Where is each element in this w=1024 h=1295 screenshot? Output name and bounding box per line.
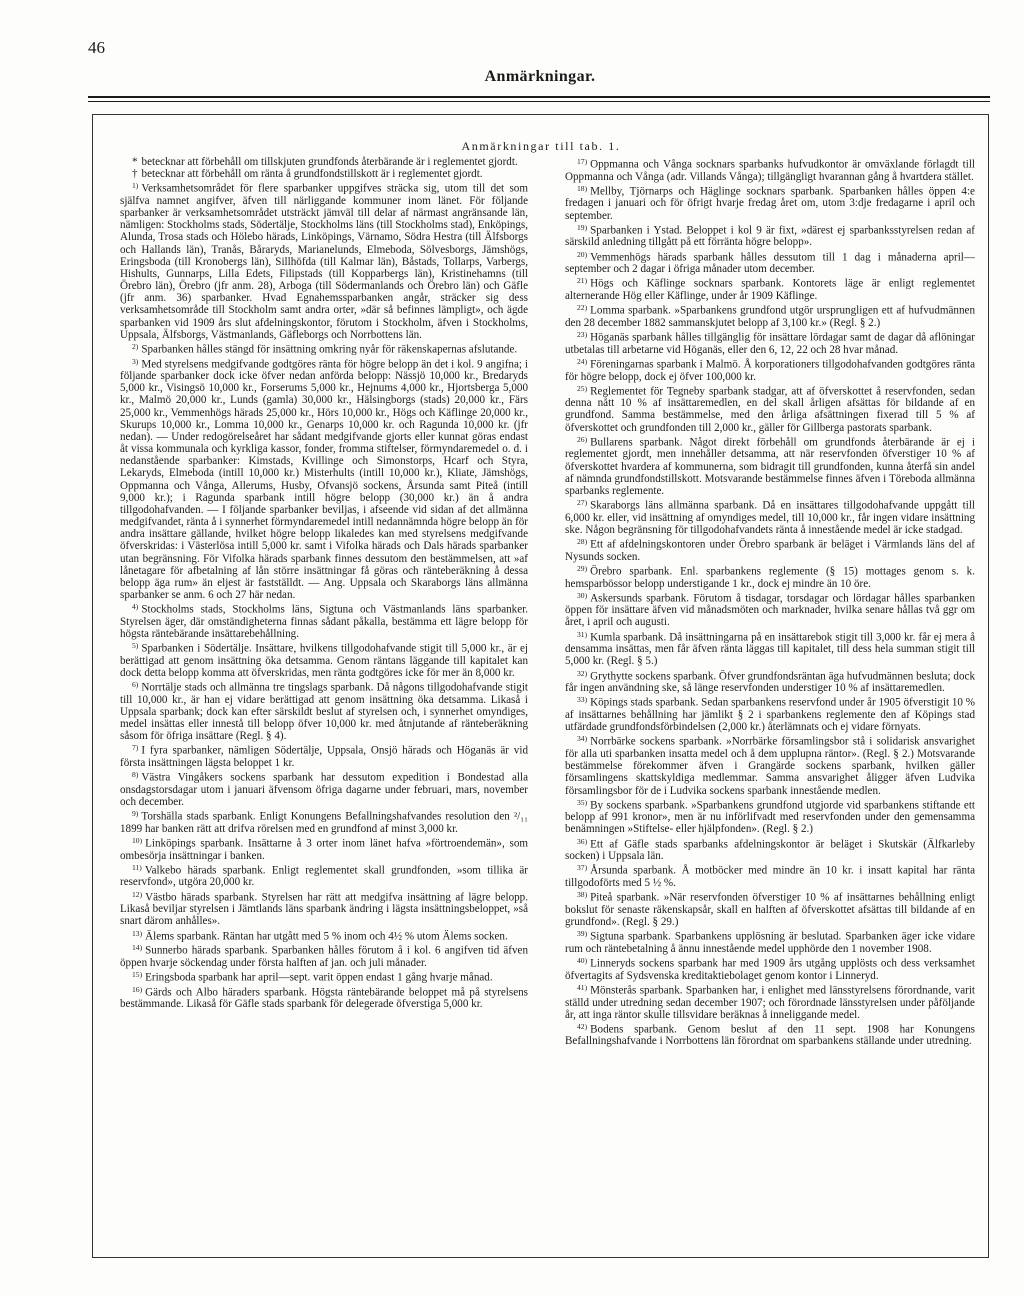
note bbox=[565, 536, 975, 563]
note-number: 5) bbox=[132, 641, 139, 651]
note bbox=[565, 733, 975, 796]
note bbox=[120, 928, 528, 943]
note-number: 16) bbox=[132, 984, 143, 994]
note-number: 3) bbox=[132, 356, 139, 366]
note-text: Västbo härads sparbank. Styrelsen har rätt att medgifva insättning af lägre belopp. Likaså beviljar styrelsen i Jämtlands läns sparbank ändring i lägsta insättningsbeloppet, »så snart därom anhålles». bbox=[120, 891, 528, 928]
note bbox=[120, 156, 528, 168]
note-number: 34) bbox=[577, 734, 588, 744]
note bbox=[120, 356, 528, 602]
note-text: Reglementet för Tegneby sparbank stadgar, att af öfverskottet å reservfonden, sedan denna nått 10 % af insättaremedlen, en del skall årligen afsättas för bildande af en grundfond. Samma bestämmelse, med den årliga afsättningen fixerad till 5 % af öfverskottet och grundfonden till 2,000 kr., gäller för Gillberga pastorats sparbank. bbox=[565, 385, 975, 434]
note bbox=[565, 222, 975, 249]
note-text: Eringsboda sparbank har april—sept. varit öppen endast 1 gång hvarje månad. bbox=[145, 971, 493, 984]
note bbox=[565, 249, 975, 276]
note bbox=[120, 889, 528, 928]
note-number: 32) bbox=[577, 668, 588, 678]
note-text: Sigtuna sparbank. Sparbankens upplösning är beslutad. Sparbanken äger icke vidare rum och räntebetalning å ännu innestående medel upphörde den 1 november 1908. bbox=[565, 930, 975, 955]
note bbox=[565, 862, 975, 889]
note-text: Ett af afdelningskontoren under Örebro sparbank är beläget i Värmlands läns del af Nysunds socken. bbox=[565, 538, 975, 563]
note-text: Föreningarnas sparbank i Malmö. Å korporationers tillgodohafvanden godtgöres ränta för högre belopp, dock ej öfver 100,000 kr. bbox=[565, 358, 975, 383]
note-text: Lomma sparbank. »Sparbankens grundfond utgör ursprungligen ett af hufvudmännen den 28 december 1882 sammanskjutet belopp af 3,100 kr.» (Regl. § 2.) bbox=[565, 304, 975, 329]
note-number: 31) bbox=[577, 629, 588, 639]
note-text: Ett af Gäfle stads sparbanks afdelningskontor är beläget i Skutskär (Älfkarleby socken) i Uppsala län. bbox=[565, 838, 975, 863]
note bbox=[565, 329, 975, 356]
note-number: 36) bbox=[577, 836, 588, 846]
note-mark: † bbox=[132, 168, 138, 181]
note-text: Köpings stads sparbank. Sedan sparbankens reservfond under år 1905 öfverstigit 10 % af insättarnes behållning har jämlikt § 2 i sparbankens reglemente den af Köpings stad utfärdade grundfondsförbindelsen (2,000 kr.) återlämnats och ej vidare förnyats. bbox=[565, 696, 975, 734]
note bbox=[565, 694, 975, 733]
header-rule-thin bbox=[88, 101, 990, 102]
note-number: 13) bbox=[132, 928, 143, 938]
note-text: Linköpings sparbank. Insättarne å 3 orter inom länet hafva »förtroendemän», som ombesörja insättningar i banken. bbox=[120, 837, 528, 862]
note-number: 4) bbox=[132, 602, 139, 612]
note-number: 20) bbox=[577, 249, 588, 259]
note-number: 19) bbox=[577, 222, 588, 232]
notes-column-left bbox=[120, 156, 528, 1251]
note-number: 35) bbox=[577, 797, 588, 807]
note-text: Torshälla stads sparbank. Enligt Konungens Befallningshafvandes resolution den ²/₁₁ 1899 har banken rätt att drifva rörelsen med en grundfond af minst 3,000 kr. bbox=[120, 810, 528, 835]
note-number: 24) bbox=[577, 356, 588, 366]
note-number: 37) bbox=[577, 863, 588, 873]
note-text: betecknar att förbehåll om tillskjuten grundfonds återbärande är i reglementet gjordt. bbox=[141, 156, 518, 168]
note-text: Västra Vingåkers sockens sparbank har dessutom expedition i Bondestad alla onsdagstorsdagar utom i januari äfvensom öfriga dagarne under februari, mars, november och december. bbox=[120, 771, 528, 808]
note-number: 12) bbox=[132, 889, 143, 899]
page-heading: Anmärkningar. bbox=[484, 68, 596, 85]
note bbox=[120, 601, 528, 640]
note-number: 2) bbox=[132, 341, 139, 351]
note-text: Askersunds sparbank. Förutom å tisdagar, torsdagar och lördagar hålles sparbanken öppen för insättare äfven vid månadsmöten och marknader, hvilka senare hållas två ggr om året, i april och augusti. bbox=[565, 592, 975, 629]
note-number: 39) bbox=[577, 929, 588, 939]
note-text: Örebro sparbank. Enl. sparbankens reglemente (§ 15) mottages genom s. k. hemsparbössor belopp understigande 1 kr., dock ej mindre än 10 öre. bbox=[565, 565, 975, 590]
note-number: 42) bbox=[577, 1021, 588, 1031]
note-text: Kumla sparbank. Då insättningarna på en insättarebok stigit till 3,000 kr. får ej mera å densamma insättas, men får äfven ränta läggas till kapitalet, till dess hela summan stigit till 5,000 kr. (Regl. § 5.) bbox=[565, 631, 975, 668]
note-number: 28) bbox=[577, 537, 588, 547]
note bbox=[565, 836, 975, 863]
page-number: 46 bbox=[88, 38, 105, 57]
note-number: 9) bbox=[132, 809, 139, 819]
note-text: Högs och Käflinge socknars sparbank. Kontorets läge är enligt reglementet alternerande Hög eller Käflinge, under år 1909 Käflinge. bbox=[565, 277, 975, 303]
note bbox=[120, 168, 528, 180]
note-number: 7) bbox=[132, 743, 139, 753]
note-text: betecknar att förbehåll om ränta å grundfondstillskott är i reglementet gjordt. bbox=[141, 168, 483, 181]
note-number: 38) bbox=[577, 890, 588, 900]
note-number: 27) bbox=[577, 498, 588, 508]
note-text: Vemmenhögs härads sparbank hålles dessutom till 1 dag i månaderna april—september och 2 dagar i öfriga månader utom december. bbox=[565, 251, 975, 276]
note-number: 15) bbox=[132, 970, 143, 979]
note bbox=[565, 156, 975, 183]
note bbox=[120, 742, 528, 769]
note-number: 17) bbox=[577, 157, 588, 166]
note bbox=[120, 769, 528, 808]
note bbox=[565, 563, 975, 590]
note bbox=[120, 341, 528, 356]
note-text: Linneryds sockens sparbank har med 1909 års utgång upplösts och dess verksamhet öfvertagits af Sydsvenska kreditaktiebolaget genom kontor i Linneryd. bbox=[565, 957, 975, 982]
note bbox=[565, 183, 975, 222]
note bbox=[565, 629, 975, 668]
note-text: Verksamhetsområdet för flere sparbanker uppgifves sträcka sig, utom till det som själfva namnet angifver, äfven till närliggande kommuner inom länet. För följande sparbanker är verksamhetsområdet utsträckt jämväl till delar af närmast angränsande län, nämligen: Stockholms stads, Södertälje, Stockholms läns (till Stockholms stad), Enköpings, Alunda, Trosa stads och Hölebo härads, Linköpings, Värnamo, Södra Hestra (till Älfsborgs och Hallands län), Tranås, Båraryds, Marianelunds, Elmeboda, Sölvesborgs, Jämshögs, Eringsboda (till Kronobergs län), Sillhöfda (till Kalmar län), Båstads, Tollarps, Varbergs, Hishults, Gunnarps, Lilla Edets, Filipstads (till Kopparbergs län), Kristinehamns (till Örebro län), Örebro (jfr anm. 28), Arboga (till Södermanlands och Örebro län) och Gäfle (jfr anm. 36) sparbanker. Hvad Egnahemssparbanken angår, sträcker sig dess verksamhetsområde till Stockholm samt andra orter, »där så befinnes lämpligt», och ägde sparbanken vid 1909 års slut afdelningskontor, förutom i Stockholm, äfven i Stockholms, Uppsala, Älfsborgs, Västmanlands, Gäfleborgs och Norrbottens län. bbox=[120, 182, 528, 341]
note-number: 21) bbox=[577, 276, 588, 286]
note-number: 40) bbox=[577, 956, 588, 966]
note-number: 11) bbox=[132, 862, 142, 872]
note-text: By sockens sparbank. »Sparbankens grundfond utgjorde vid sparbankens stiftande ett belopp af 991 kronor», men är nu införlifvadt med reservfonden under den gemensamma benämningen »Stiftelse- eller hjälpfonden». (Regl. § 2.) bbox=[565, 799, 975, 836]
note-text: I fyra sparbanker, nämligen Södertälje, Uppsala, Onsjö härads och Höganäs är vid första insättningen lägsta beloppet 1 kr. bbox=[120, 744, 528, 769]
note bbox=[565, 668, 975, 695]
note bbox=[565, 302, 975, 329]
note bbox=[565, 982, 975, 1021]
header-rule-thick bbox=[88, 96, 990, 98]
note-number: 8) bbox=[132, 770, 139, 780]
note-number: 18) bbox=[577, 183, 588, 193]
note bbox=[565, 590, 975, 629]
note-text: Sparbanken hålles stängd för insättning omkring nyår för räkenskapernas afslutande. bbox=[141, 343, 518, 356]
note-text: Höganäs sparbank hålles tillgänglig för insättare lördagar samt de dagar då aflöningar utbetalas till arbetarne vid Höganäs, eller den 6, 12, 22 och 28 hvar månad. bbox=[565, 331, 975, 356]
note bbox=[565, 797, 975, 836]
note-text: Sunnerbo härads sparbank. Sparbanken hålles förutom å i kol. 6 angifven tid äfven öppen hvarje söckendag under första halften af jan. och juli månader. bbox=[120, 944, 528, 969]
note-text: Oppmanna och Vånga socknars sparbanks hufvudkontor är omväxlande förlagdt till Oppmanna och Vånga (adr. Villands Vånga); tillgängligt hvarannan gång å hvartdera stället. bbox=[565, 158, 975, 183]
note bbox=[120, 984, 528, 1011]
note bbox=[565, 928, 975, 955]
note-text: Älems sparbank. Räntan har utgått med 5 % inom och 4½ % utom Älems socken. bbox=[145, 930, 508, 943]
note-number: 1) bbox=[132, 181, 139, 191]
note-text: Gärds och Albo häraders sparbank. Högsta räntebärande beloppet må på styrelsens bestämmande. Likaså för Gäfle stads sparbank för delegerade öfverstiga 5,000 kr. bbox=[120, 986, 528, 1011]
note bbox=[565, 889, 975, 928]
note-text: Mönsterås sparbank. Sparbanken har, i enlighet med länsstyrelsens förordnande, varit ställd under utredning sedan december 1907; och förordnade länsstyrelsen under påföljande år, att inga räntor skulle tillsvidare beräknas å inneliggande medel. bbox=[565, 984, 975, 1021]
note-number: 26) bbox=[577, 434, 588, 444]
notes-column-right bbox=[565, 156, 975, 1251]
note bbox=[120, 835, 528, 862]
note-text: Sparbanken i Ystad. Beloppet i kol 9 är fixt, »därest ej sparbanksstyrelsen redan af särskild anledning tillgått på ett förränta högre belopp». bbox=[565, 224, 975, 249]
note-text: Mellby, Tjörnarps och Häglinge socknars sparbank. Sparbanken hålles öppen 4:e fredagen i januari och för öfrigt hvarje fredag året om, utom 3:dje fredagarne i april och september. bbox=[565, 185, 975, 222]
note-text: Norrbärke sockens sparbank. »Norrbärke församlingsbor stå i solidarisk ansvarighet för alla uti sparbanken insatta medel och å dem upplupna räntor». (Regl. § 2.) Motsvarande bestämmelse förekommer äfven i Grangärde sockens sparbank, hvilken gäller församlingens skattskyldiga medlemmar. Samma ansvarighet åligger äfven Ludvika församlingsbor för de i Ludvika sockens sparbank innestående medlen. bbox=[565, 735, 975, 797]
note-number: 30) bbox=[577, 590, 588, 600]
note-number: 14) bbox=[132, 943, 143, 953]
note bbox=[565, 497, 975, 536]
note-text: Grythytte sockens sparbank. Öfver grundfondsräntan äga hufvudmännen besluta; dock får ingen användning ske, så länge reservfonden understiger 10 % af insättaremedlen. bbox=[565, 670, 975, 695]
note bbox=[565, 434, 975, 497]
note bbox=[120, 180, 528, 341]
note-number: 33) bbox=[577, 695, 588, 705]
note-text: Med styrelsens medgifvande godtgöres ränta för högre belopp än det i kol. 9 angifna; i följande sparbanker dock icke öfver nedan anförda belopp: Nässjö 10,000 kr., Bredaryds 5,000 kr., Visingsö 10,000 kr., Forserums 5,000 kr., Hejnums 4,000 kr., Hjortsberga 5,000 kr., Malmö 20,000 kr., Lunds (gamla) 30,000 kr., Hälsingborgs (stads) 20,000 kr., Färs 25,000 kr., Vemmenhögs härads 25,000 kr., Hörs 10,000 kr., Högs och Käflinge 20,000 kr., Skurups 10,000 kr., Lomma 10,000 kr., Genarps 10,000 kr. och Ragunda 10,000 kr. (jfr nedan). — Under redogörelseåret har sådant medgifvande gjorts eller kunnat göras endast åt vissa kommunala och kyrkliga kassor, fonder, fromma stiftelser, förmyndaremedel o. d. i nedanstående sparbanker: Kimstads, Kvillinge och Simonstorps, Hcarf och Styra, Lekaryds, Elmeboda (intill 10,000 kr.) Misterhults (intill 10,000 kr.), Kliate, Jämshögs, Oppmanna och Vånga, Allerums, Husby, Ofvansjö sockens, Årsunda samt Piteå (intill 9,000 kr.); i Ragunda sparbank intill högre belopp (30,000 kr.) än å andra tillgodohafvanden. — I följande sparbanker beviljas, i afseende vid sidan af det allmänna medgifvandet, ränta å i synnerhet förmyndaremedel intill nedannämnda högre belopp än för andra insättare gällande, hvilket högre belopp likaledes kan med styrelsens medgifvande öfverskridas: i Västerlösa intill 5,000 kr. samt i Vifolka härads och Dals härads sparbanker utan begränsning. För Vifolka härads sparbank finnes dessutom den bestämmelsen, att »af lånetagare för afbetalning af lån större insättningar få göras och ränteberäkning å dessa belopp äga rum» än eljest är fastställdt. — Ang. Uppsala och Skaraborgs läns allmänna sparbanker se anm. 6 och 27 här nedan. bbox=[120, 358, 528, 601]
note-number: 10) bbox=[132, 835, 143, 845]
note-text: Piteå sparbank. »När reservfonden öfverstiger 10 % af insättarnes behållning enligt bokslut för senaste räkenskapsår, skall en halften af öfverskottet afsättas till bildande af en grundfond». (Regl. § 29.) bbox=[565, 891, 975, 929]
note-number: 41) bbox=[577, 982, 588, 992]
note bbox=[565, 1021, 975, 1048]
note bbox=[565, 955, 975, 982]
note bbox=[120, 808, 528, 835]
note-text: Norrtälje stads och allmänna tre tingslags sparbank. Då någons tillgodohafvande stigit till 10,000 kr., är han ej vidare berättigad att genom insättning öka detsamma. Likaså i Uppsala sparbank; dock kan efter särskildt beslut af styrelsen och, i synnerhet omyndiges, medel insättas eller innestå till belopp öfver 10,000 kr. med åtnjutande af ränteberäkning såsom för öfriga insättare (Regl. § 4). bbox=[120, 681, 528, 743]
note-number: 23) bbox=[577, 330, 588, 340]
note-text: Bullarens sparbank. Något direkt förbehåll om grundfonds återbärande är ej i reglementet gjordt, men innehåller detsamma, att när reservfonden öfverstiger 10 % af öfverskottet hvardera af kommunerna, som bidragit till grundfonden, kunna återfå sin andel af nämnda grundfondstillskott. Motsvarande bestämmelse finnes äfven i Töreboda allmänna sparbanks reglemente. bbox=[565, 436, 975, 497]
note bbox=[565, 383, 975, 434]
note-text: Årsunda sparbank. Å motböcker med mindre än 10 kr. i insatt kapital har ränta tillgodoförts med 5 ½ %. bbox=[565, 864, 975, 890]
note-number: 29) bbox=[577, 563, 588, 573]
note bbox=[120, 679, 528, 742]
note-number: 6) bbox=[132, 680, 139, 690]
note bbox=[565, 356, 975, 383]
note bbox=[120, 862, 528, 889]
note-number: 22) bbox=[577, 303, 588, 313]
note bbox=[120, 640, 528, 679]
note-text: Valkebo härads sparbank. Enligt reglementet skall grundfonden, »som tillika är reservfond», utgöra 20,000 kr. bbox=[120, 864, 528, 889]
note bbox=[120, 969, 528, 984]
note-text: Bodens sparbank. Genom beslut af den 11 sept. 1908 har Konungens Befallningshafvande i Norrbottens län förordnat om sparbankens ställande under utredning. bbox=[565, 1023, 975, 1048]
note-text: Skaraborgs läns allmänna sparbank. Då en insättares tillgodohafvande uppgått till 6,000 kr. eller, vid insättning af omyndiges medel, till 10,000 kr., får ingen vidare insättning ske. Någon begränsning för tillgodohafvandets ränta å innestående medel är icke stadgad. bbox=[565, 499, 975, 536]
note-text: Sparbanken i Södertälje. Insättare, hvilkens tillgodohafvande stigit till 5,000 kr., är ej berättigad att genom insättning öka detsamma. Genom räntans läggande till kapitalet kan dock detta belopp komma att öfverskridas, men ränta godtgöres icke för mer än 8,000 kr. bbox=[120, 642, 528, 679]
note-mark: * bbox=[132, 156, 138, 168]
note bbox=[120, 942, 528, 969]
note bbox=[565, 275, 975, 302]
note-number: 25) bbox=[577, 383, 588, 393]
notes-title: Anmärkningar till tab. 1. bbox=[461, 139, 621, 153]
note-text: Stockholms stads, Stockholms läns, Sigtuna och Västmanlands läns sparbanker. Styrelsen äger, där omständigheterna finnas sådant påkalla, bestämma ett lägre belopp för högsta räntebärande insättarebehållning. bbox=[120, 603, 528, 640]
